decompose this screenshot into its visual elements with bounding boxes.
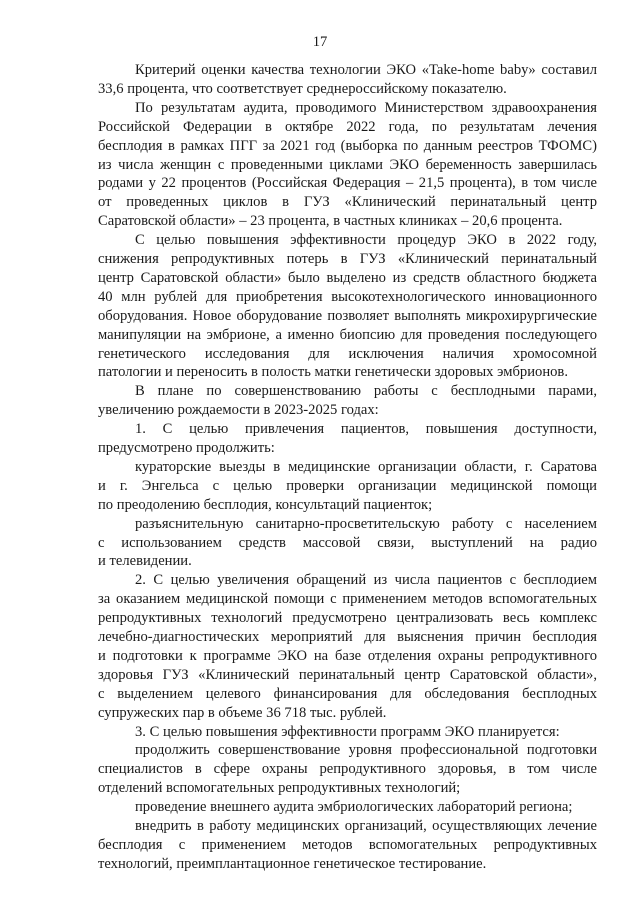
text-line: внедрить в работу медицинских организаций, осуществляющих лечение	[135, 818, 597, 834]
text-line: Критерий оценки качества технологии ЭКО «Take-home baby» составил	[135, 62, 597, 78]
text-line: снижения репродуктивных потерь в ГУЗ «Клинический перинатальный	[98, 251, 597, 267]
text-line: супружеских пар в объеме 36 718 тыс. рублей.	[98, 704, 387, 721]
text-line: Российской Федерации в октябре 2022 года, по результатам лечения	[98, 118, 597, 135]
text-line: разъяснительную санитарно-просветительскую работу с населением	[135, 515, 597, 532]
text-line: 3. С целью повышения эффективности программ ЭКО планируется:	[135, 723, 560, 740]
text-line: из числа женщин с проведенными циклами ЭКО беременность завершилась	[98, 156, 597, 173]
text-line: проведение внешнего аудита эмбриологических лабораторий региона;	[135, 799, 573, 816]
text-line: за оказанием медицинской помощи с применением методов вспомогательных	[98, 591, 597, 608]
text-line: центр Саратовской области» было выделено из средств областного бюджета	[98, 269, 597, 286]
text-line: 2. С целью увеличения обращений из числа пациентов с бесплодием	[135, 572, 597, 589]
text-line: увеличению рождаемости в 2023-2025 годах:	[98, 402, 379, 419]
text-line: По результатам аудита, проводимого Министерством здравоохранения	[135, 99, 597, 116]
text-line: продолжить совершенствование уровня профессиональной подготовки	[135, 742, 597, 759]
text-line: и г. Энгельса с целью проверки организации медицинской помощи	[98, 477, 597, 494]
text-line: здоровья ГУЗ «Клинический перинатальный центр Саратовской области»,	[98, 666, 597, 683]
text-line: и телевидении.	[98, 553, 192, 570]
text-line: С целью повышения эффективности процедур ЭКО в 2022 году,	[135, 232, 597, 249]
text-line: и подготовки к программе ЭКО на базе отделения охраны репродуктивного	[98, 647, 597, 664]
text-line: В плане по совершенствованию работы с бесплодными парами,	[135, 383, 597, 400]
text-line: бесплодия в рамках ПГГ за 2021 год (выборка по данным реестров ТФОМС)	[98, 137, 597, 154]
text-line: с использованием средств массовой связи, выступлений на радио	[98, 534, 597, 551]
text-line: от проведенных циклов в ГУЗ «Клинический перинатальный центр	[98, 194, 597, 211]
text-line: по преодолению бесплодия, консультаций пациенток;	[98, 496, 433, 513]
text-line: специалистов в сфере охраны репродуктивного здоровья, в том числе	[98, 761, 597, 778]
text-line: репродуктивных технологий предусмотрено централизовать весь комплекс	[98, 610, 597, 627]
text-line: родами у 22 процентов (Российская Федерация – 21,5 процента), в том числе	[98, 175, 597, 192]
text-line: отделений вспомогательных репродуктивных технологий;	[98, 780, 461, 797]
text-line: бесплодия с применением методов вспомогательных репродуктивных	[98, 836, 597, 853]
text-line: технологий, преимплантационное генетическое тестирование.	[98, 855, 487, 872]
text-line: оборудования. Новое оборудование позволяет выполнять микрохирургические	[98, 307, 597, 324]
text-line: кураторские выезды в медицинские организации области, г. Саратова	[135, 458, 597, 475]
text-line: генетического исследования для исключения наличия хромосомной	[98, 345, 597, 362]
text-line: 40 млн рублей для приобретения высокотехнологического инновационного	[98, 288, 597, 305]
text-line: Саратовской области» – 23 процента, в частных клиниках – 20,6 процента.	[98, 213, 563, 230]
text-line: манипуляции на эмбрионе, а именно биопсию для проведения последующего	[98, 326, 597, 343]
text-line: 33,6 процента, что соответствует среднероссийскому показателю.	[98, 80, 507, 97]
text-line: 1. С целью привлечения пациентов, повышения доступности,	[135, 421, 597, 438]
page-number: 17	[312, 34, 328, 50]
text-line: лечебно-диагностических мероприятий для выяснения причин бесплодия	[98, 629, 597, 645]
text-line: патологии и переносить в полость матки генетически здоровых эмбрионов.	[98, 364, 568, 381]
text-line: предусмотрено продолжить:	[98, 440, 275, 456]
text-line: с выделением целевого финансирования для обследования бесплодных	[98, 685, 597, 702]
